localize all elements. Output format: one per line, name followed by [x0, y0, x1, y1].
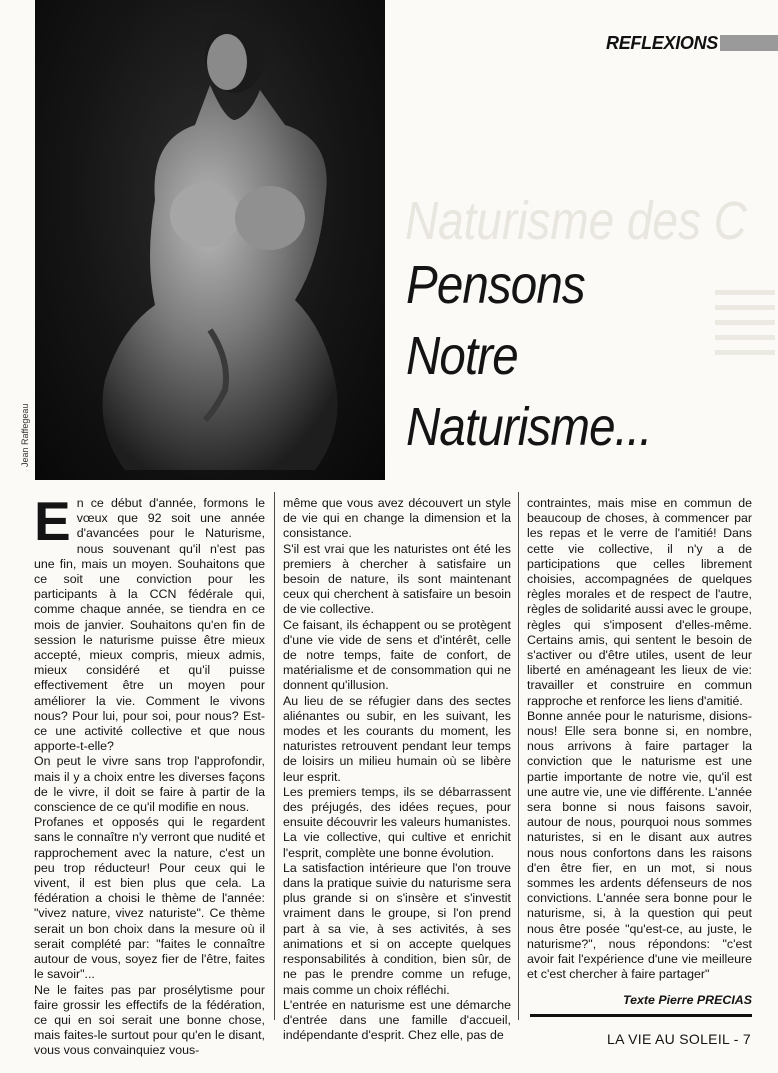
photo-figure	[35, 0, 385, 480]
paragraph: même que vous avez découvert un style de vie qui en change la dimension et la consistance.	[283, 496, 511, 541]
article-photo	[35, 0, 385, 480]
paragraph: L'entrée en naturisme est une démarche d'entrée dans une famille d'accueil, indépendante d'esprit. Chez elle, pas de	[283, 997, 511, 1043]
paragraph: Les premiers temps, ils se débarrassent des préjugés, des idées reçues, pour ensuite découvrir les valeurs humanistes. La vie collective, qui cultive et enrichit l'esprit, complète une bonne évolution.	[283, 784, 511, 860]
bleed-through-title: Naturisme des C	[405, 191, 747, 251]
headline-line-3: Naturisme...	[406, 397, 652, 457]
photo-credit: Jean Raffegeau	[20, 403, 30, 467]
paragraph: contraintes, mais mise en commun de beaucoup de choses, à commencer par les repas et le verre de l'amitié! Dans cette vie collective, il n'y a de participations que celles librement choisies, accompagnées de quelques règles morales et de respect de l'autre, règles de solidarité aussi avec le groupe, règles qui s'imposent d'elles-même. Certains amis, qui sentent le besoin de s'activer ou d'être utiles, usent de leur liberté en aménageant les lieux de vie: travailler et construire en commun rapproche et renforce les liens d'amitié.	[527, 496, 752, 708]
paragraph: Ne le faites pas par prosélytisme pour faire grossir les effectifs de la fédération, ce qui en soi serait une bonne chose, mais faites-le surtout pour qu'en le disant, vous vous convainquiez vous-	[34, 982, 265, 1058]
article-headline	[406, 250, 776, 463]
paragraph: S'il est vrai que les naturistes ont été les premiers à chercher à satisfaire un besoin de nature, ils sont maintenant ceux qui cherchent à satisfaire un besoin de vie collective.	[283, 541, 511, 617]
column-divider	[518, 492, 519, 1020]
paragraph: Profanes et opposés qui le regardent sans le connaître n'y verront que nudité et rapprochement avec la nature, c'est un peu trop réducteur! Pour ceux qui le vivent, il est bien plus que cela. La fédération a choisi le thème de l'année: "vivez nature, vivez naturiste". Ce thème serait un bon choix dans la mesure où il serait complété par: "faites le connaître autour de vous, soyez fier de l'être, faites le savoir"...	[34, 815, 265, 982]
article-column-1	[34, 490, 265, 1059]
paragraph: Au lieu de se réfugier dans des sectes aliénantes ou subir, en les suivant, les modes et les courants du moment, les naturistes retrouvent pendant leur temps de loisirs un milieu humain où se libère leur esprit.	[283, 693, 511, 784]
column-divider	[274, 492, 275, 1020]
headline-line-1: Pensons	[406, 255, 585, 315]
headline-line-2: Notre	[406, 326, 518, 386]
author-signature: Texte Pierre PRECIAS	[622, 992, 752, 1007]
section-bar	[720, 35, 778, 51]
article-column-2	[283, 496, 511, 1043]
page-footer: LA VIE AU SOLEIL - 7	[607, 1031, 751, 1047]
footer-rule	[530, 1014, 752, 1017]
paragraph: Ce faisant, ils échappent ou se protègent d'une vie vide de sens et d'intérêt, celle de notre temps, faite de confort, de matérialisme et de consommation qui ne donnent qu'illusion.	[283, 617, 511, 693]
paragraph: La satisfaction intérieure que l'on trouve dans la pratique suivie du naturisme sera plus grande si on s'insère et s'investit vraiment dans le groupe, si l'on prend part à sa vie, à ses activités, à ses animations et si on accepte quelques responsabilités à condition, bien sûr, de ne pas le prendre comme un refuge, mais comme un choix réfléchi.	[283, 860, 511, 997]
paragraph: On peut le vivre sans trop l'approfondir, mais il y a choix entre les diverses façons de le vivre, il doit se faire à partir de la conscience de ce qu'il modifie en nous.	[34, 754, 265, 815]
section-tag: REFLEXIONS	[606, 33, 719, 53]
dropcap: E	[34, 490, 71, 552]
paragraph: En ce début d'année, formons le vœux que 92 soit une année d'avancées pour le Naturisme, nous souvenant qu'il n'est pas une fin, mais un moyen. Souhaitons que ce soit une conviction pour les participants à la CCN fédérale qui, comme chaque année, se tiendra en ce mois de janvier. Souhaitons qu'en fin de session le naturisme puisse être mieux accepté, mieux compris, mieux admis, mieux considéré et qu'il puisse effectivement être un moyen pour améliorer la vie. Comment le vivons nous? Pour lui, pour soi, pour nous? Est-ce une activité collective et que nous apporte-t-elle?	[34, 490, 265, 754]
article-column-3	[527, 496, 752, 1008]
paragraph: Bonne année pour le naturisme, disions-nous! Elle sera bonne si, en nombre, nous arrivons à faire partager la conviction que le naturisme est une partie importante de notre vie, qu'il est une autre vie, une vie différente. L'année sera bonne si nous faisons savoir, autour de nous, pourquoi nous sommes naturistes, si en le disant aux autres nous nous confortons dans les raisons d'en être fier, en un mot, si nous sommes les ardents défenseurs de nos convictions. L'année sera bonne pour le naturisme, si, à la question qui peut nous être posée "qu'est-ce, au juste, le naturisme?", nous répondons: "c'est avoir fait l'expérience d'une vie meilleure et c'est chercher à faire partager"	[527, 708, 752, 982]
